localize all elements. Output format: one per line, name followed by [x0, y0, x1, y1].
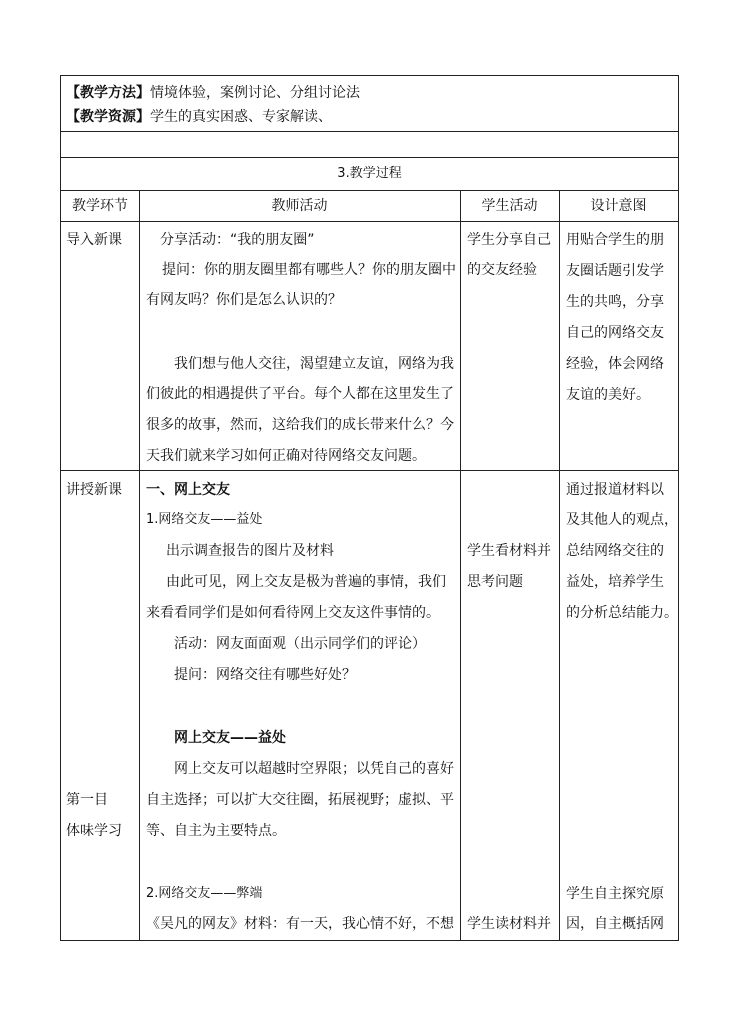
- row2-teacher-line: 提问：网络交往有哪些好处？: [174, 667, 356, 683]
- row2-stage-sub: 第一目: [66, 792, 108, 808]
- table-border: [60, 157, 679, 158]
- row1-stage: 导入新课: [66, 232, 122, 248]
- row1-intent-line: 经验，体会网络: [566, 356, 664, 372]
- column-divider: [460, 190, 461, 941]
- row1-teacher-line: 天我们就来学习如何正确对待网络交友问题。: [146, 448, 426, 464]
- teaching-method-label: 【教学方法】: [66, 85, 150, 101]
- table-border-top: [60, 75, 679, 76]
- row1-teacher-line: 有网友吗？你们是怎么认识的？: [146, 292, 342, 308]
- table-border-bottom: [60, 940, 679, 941]
- teaching-resource-text: 学生的真实困惑、专家解读、: [150, 109, 332, 125]
- row2-intent-line: 学生自主探究原: [566, 886, 664, 902]
- row1-student-line: 的交友经验: [467, 262, 537, 278]
- row2-student-line: 思考问题: [467, 574, 523, 590]
- teaching-method-text: 情境体验，案例讨论、分组讨论法: [150, 85, 360, 101]
- row1-intent-line: 友谊的美好。: [566, 387, 650, 403]
- row2-teacher-line: 网上交友可以超越时空界限；以凭自己的喜好: [174, 761, 454, 777]
- header-stage: 教学环节: [72, 198, 128, 214]
- table-border: [60, 221, 679, 222]
- row2-teacher-line: 来看看同学们是如何看待网上交友这件事情的。: [146, 605, 440, 621]
- row2-section-heading: 一、网上交友: [146, 482, 230, 498]
- teaching-resource: [66, 107, 332, 127]
- process-title: 3.教学过程: [337, 166, 402, 181]
- row2-intent-line: 益处，培养学生: [566, 574, 664, 590]
- row2-intent-line: 及其他人的观点，: [566, 512, 678, 528]
- row2-teacher-line: 等、自主为主要特点。: [146, 823, 286, 839]
- row2-intent-line: 通过报道材料以: [566, 482, 664, 498]
- row2-intent-line: 因，自主概括网: [566, 916, 664, 932]
- row2-intent-line: 总结网络交往的: [566, 543, 664, 559]
- row2-intent-line: 的分析总结能力。: [566, 605, 678, 621]
- column-divider: [559, 190, 560, 941]
- table-border: [60, 190, 679, 191]
- row1-teacher-line: 们彼此的相遇提供了平台。每个人都在这里发生了: [146, 386, 454, 402]
- row2-item2: 2.网络交友——弊端: [146, 886, 263, 901]
- row1-teacher-line: 很多的故事，然而，这给我们的成长带来什么？今: [146, 417, 454, 433]
- row1-intent-line: 用贴合学生的朋: [566, 232, 664, 248]
- table-border-right: [678, 75, 679, 941]
- row1-intent-line: 生的共鸣，分享: [566, 294, 664, 310]
- row2-student-line: 学生看材料并: [467, 543, 551, 559]
- table-border: [60, 131, 679, 132]
- row2-teacher-line: 自主选择；可以扩大交往圈，拓展视野；虚拟、平: [146, 792, 454, 808]
- row2-teacher-line: 《吴凡的网友》材料：有一天，我心情不好，不想: [146, 916, 454, 932]
- row1-teacher-line: 我们想与他人交往，渴望建立友谊，网络为我: [174, 356, 454, 372]
- row2-teacher-line: 活动：网友面面观（出示同学们的评论）: [174, 636, 426, 652]
- header-teacher: 教师活动: [271, 198, 328, 214]
- row2-stage-sub: 体味学习: [66, 823, 122, 839]
- row2-teacher-line: 由此可见，网上交友是极为普遍的事情，我们: [166, 574, 446, 590]
- row1-teacher-line: 分享活动：“我的朋友圈”: [160, 232, 315, 248]
- row1-intent-line: 友圈话题引发学: [566, 263, 664, 279]
- teaching-resource-label: 【教学资源】: [66, 109, 150, 125]
- row1-teacher-line: 提问：你的朋友圈里都有哪些人？你的朋友圈中: [162, 262, 456, 278]
- header-intent: 设计意图: [590, 198, 647, 214]
- row2-item1: 1.网络交友——益处: [146, 512, 263, 527]
- row2-stage: 讲授新课: [66, 482, 122, 498]
- row2-student-line: 学生读材料并: [467, 916, 551, 932]
- column-divider: [139, 190, 140, 941]
- row1-intent-line: 自己的网络交友: [566, 325, 664, 341]
- row2-subheading: 网上交友——益处: [174, 730, 286, 746]
- table-border: [60, 470, 679, 471]
- row2-teacher-line: 出示调查报告的图片及材料: [166, 543, 334, 559]
- teaching-method: [66, 83, 360, 103]
- header-student: 学生活动: [481, 198, 538, 214]
- row1-student-line: 学生分享自己: [467, 232, 551, 248]
